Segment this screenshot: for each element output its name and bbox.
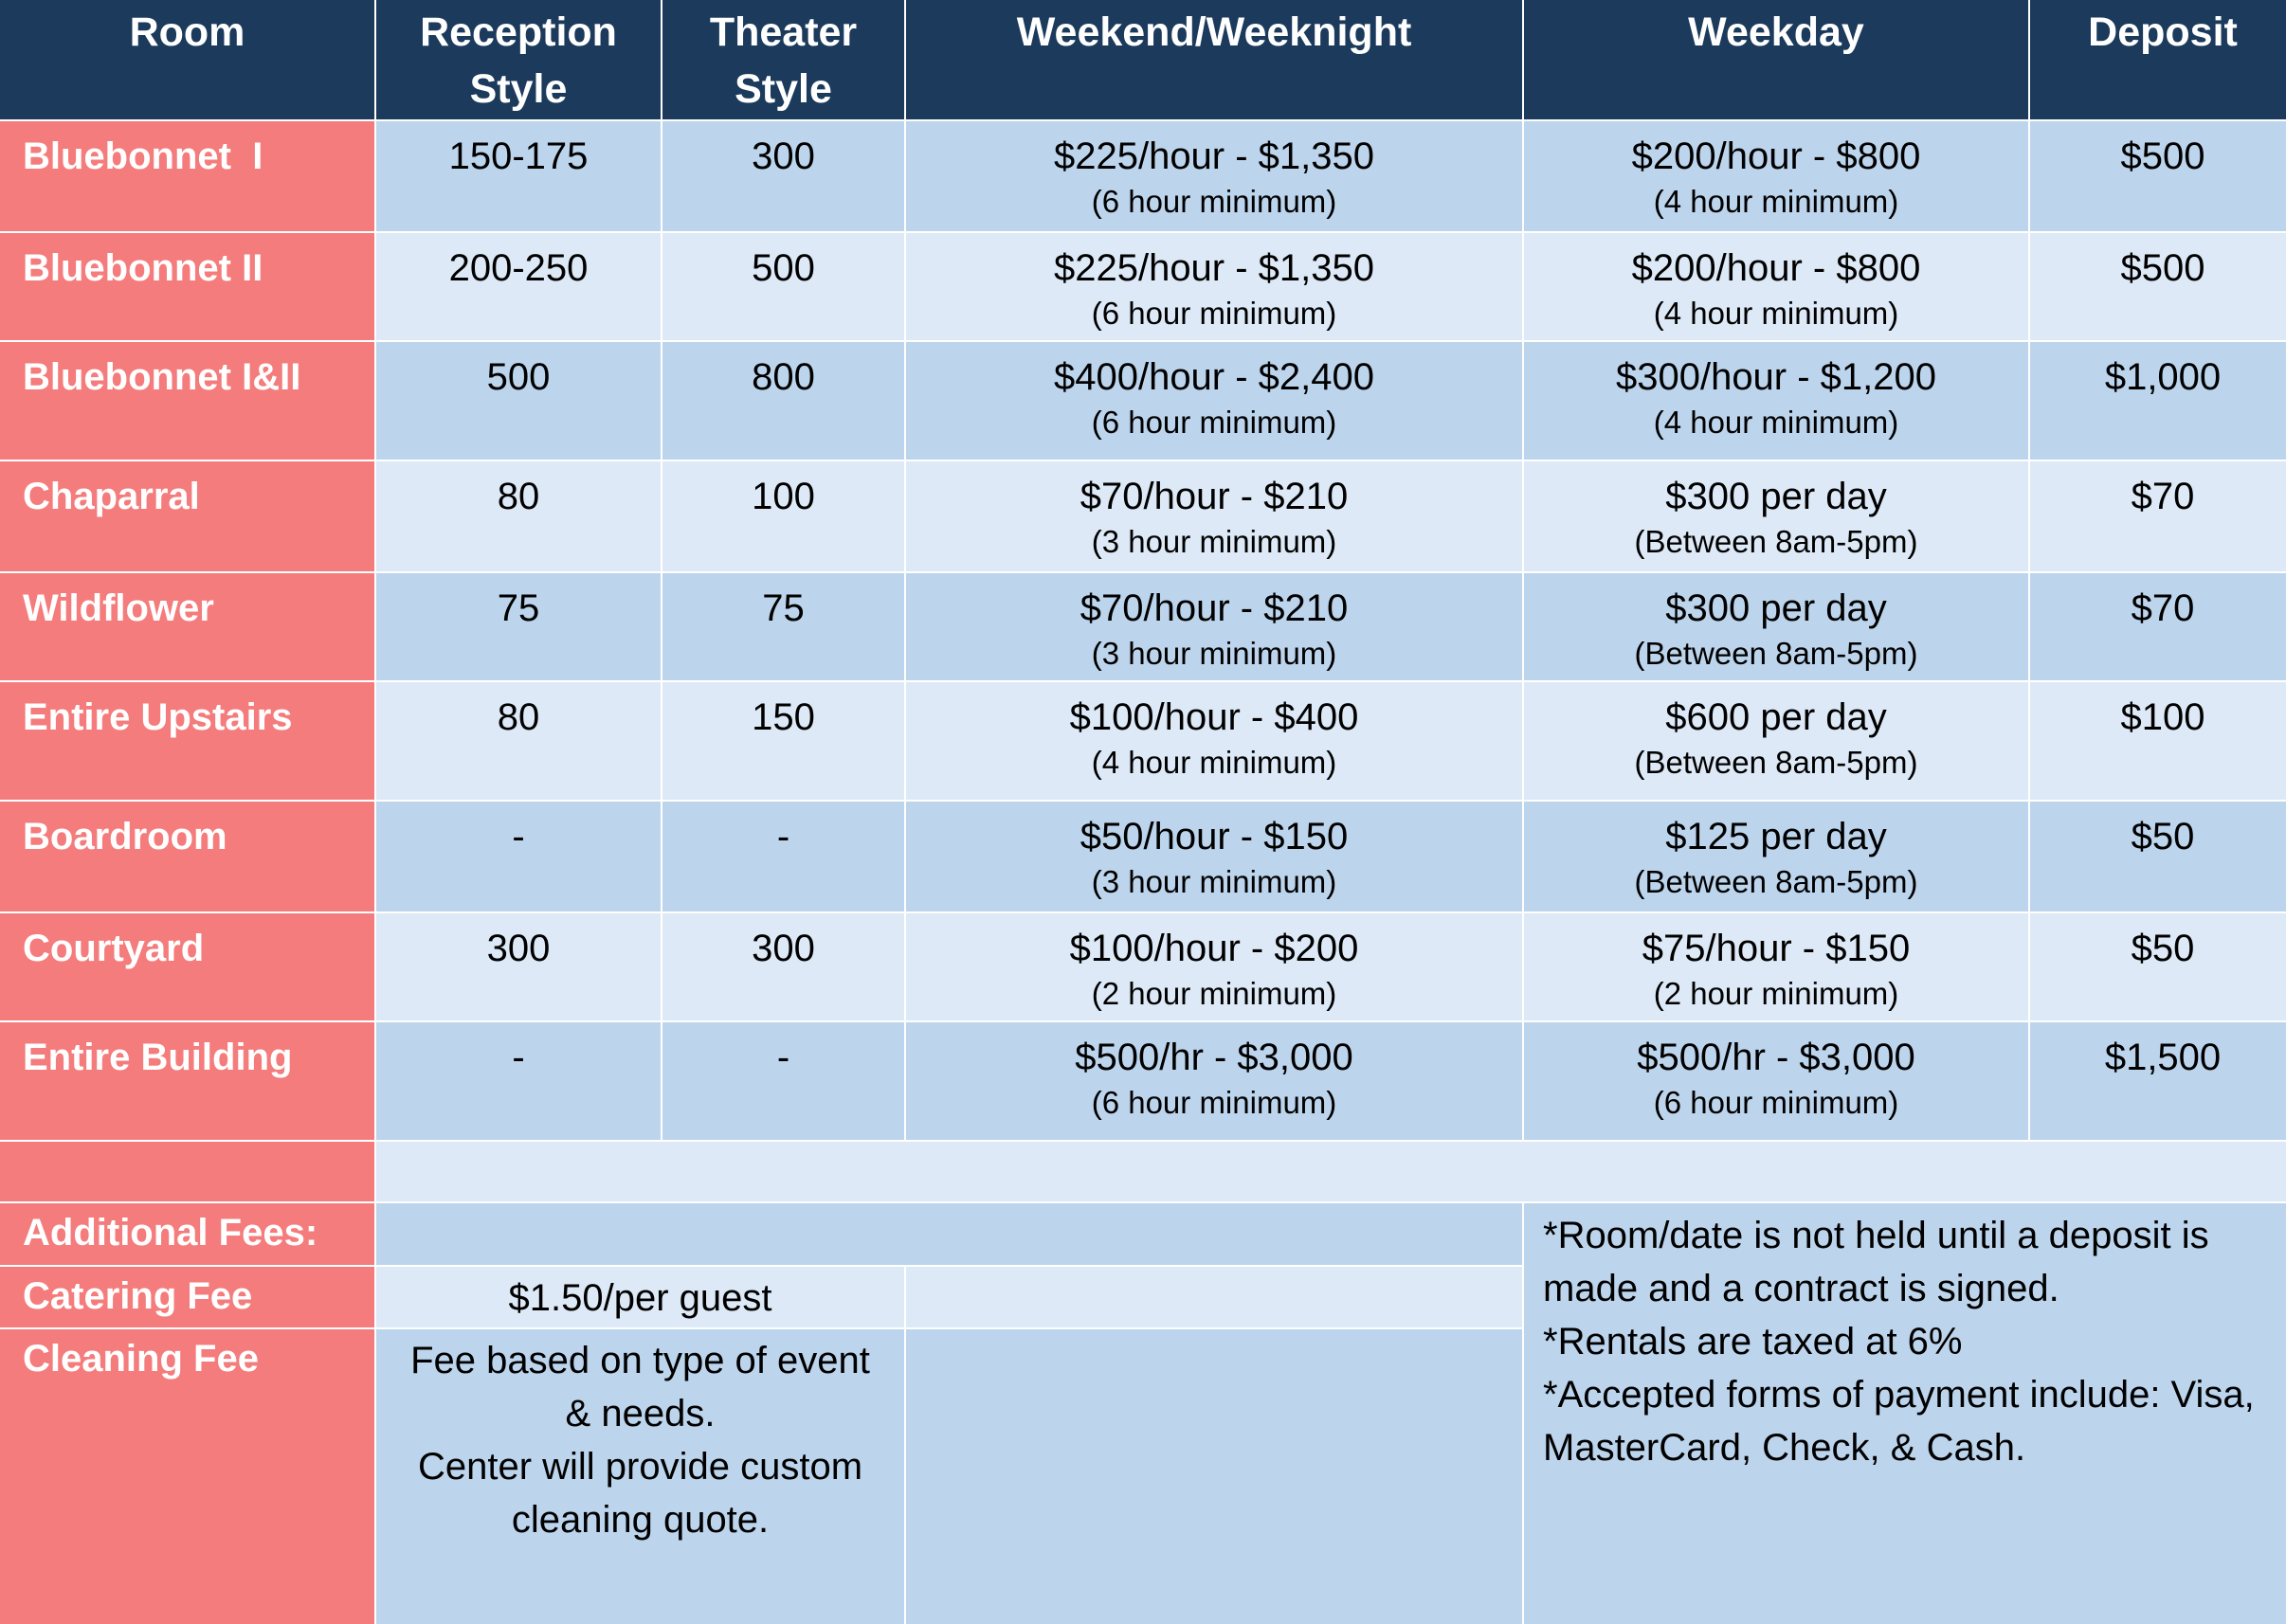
rate-note: (3 hour minimum) (1091, 864, 1337, 899)
weekday-rate (1524, 342, 2028, 460)
catering-fee-label: Catering Fee (0, 1267, 374, 1327)
rate-text: $300/hour - $1,200 (1615, 356, 1937, 398)
rate-note: (6 hour minimum) (1653, 1085, 1899, 1120)
rate-text: $125 per day (1665, 816, 1887, 857)
rate-text: $300 per day (1665, 587, 1887, 629)
reception-capacity: 75 (376, 573, 661, 680)
rate-text: $200/hour - $800 (1631, 247, 1921, 289)
rate-text: $500/hr - $3,000 (1637, 1037, 1915, 1078)
theater-capacity: 100 (662, 461, 904, 571)
rate-note: (6 hour minimum) (1091, 184, 1337, 219)
header-weekday: Weekday (1524, 0, 2028, 119)
rate-text: $70/hour - $210 (1080, 476, 1349, 517)
rate-text: $100/hour - $200 (1069, 928, 1359, 969)
room-name: Courtyard (0, 913, 374, 1020)
room-name: Bluebonnet II (0, 233, 374, 340)
note-payment: *Accepted forms of payment include: Visa, MasterCard, Check, & Cash. (1543, 1374, 2255, 1469)
cleaning-fee-label: Cleaning Fee (0, 1329, 374, 1624)
rate-text: $70/hour - $210 (1080, 587, 1349, 629)
reception-capacity: 200-250 (376, 233, 661, 340)
rate-note: (Between 8am-5pm) (1634, 636, 1918, 671)
catering-fee-value: $1.50/per guest (376, 1267, 904, 1327)
reception-capacity: - (376, 802, 661, 911)
note-deposit: *Room/date is not held until a deposit is made and a contract is signed. (1543, 1215, 2209, 1309)
reception-capacity: 80 (376, 682, 661, 800)
rate-note: (6 hour minimum) (1091, 296, 1337, 331)
weekday-rate (1524, 573, 2028, 680)
header-reception-style: Reception Style (376, 0, 661, 119)
deposit-amount: $500 (2030, 233, 2286, 340)
rate-note: (4 hour minimum) (1091, 745, 1337, 780)
rate-text: $300 per day (1665, 476, 1887, 517)
deposit-amount: $70 (2030, 573, 2286, 680)
theater-capacity: 300 (662, 913, 904, 1020)
rate-note: (3 hour minimum) (1091, 636, 1337, 671)
rate-note: (2 hour minimum) (1653, 976, 1899, 1011)
rate-note: (Between 8am-5pm) (1634, 864, 1918, 899)
reception-capacity: 500 (376, 342, 661, 460)
theater-capacity: 150 (662, 682, 904, 800)
theater-capacity: 800 (662, 342, 904, 460)
header-room: Room (0, 0, 374, 119)
weekend-rate (906, 461, 1522, 571)
weekend-rate (906, 233, 1522, 340)
rate-text: $500/hr - $3,000 (1075, 1037, 1353, 1078)
rate-text: $100/hour - $400 (1069, 696, 1359, 738)
room-name: Wildflower (0, 573, 374, 680)
weekday-rate (1524, 233, 2028, 340)
deposit-amount: $50 (2030, 802, 2286, 911)
rate-note: (Between 8am-5pm) (1634, 745, 1918, 780)
weekend-rate (906, 573, 1522, 680)
header-weekend-weeknight: Weekend/Weeknight (906, 0, 1522, 119)
header-deposit: Deposit (2030, 0, 2286, 119)
theater-capacity: 300 (662, 121, 904, 231)
deposit-amount: $1,500 (2030, 1022, 2286, 1140)
fees-blank-row (376, 1203, 1522, 1265)
weekend-rate (906, 913, 1522, 1020)
rental-notes (1524, 1203, 2286, 1624)
room-name: Entire Building (0, 1022, 374, 1140)
spacer-row (376, 1142, 2286, 1201)
cleaning-line: cleaning quote. (511, 1499, 770, 1541)
rate-note: (6 hour minimum) (1091, 1085, 1337, 1120)
rate-note: (2 hour minimum) (1091, 976, 1337, 1011)
weekday-rate (1524, 121, 2028, 231)
room-name: Chaparral (0, 461, 374, 571)
weekday-rate (1524, 461, 2028, 571)
header-theater-style: Theater Style (662, 0, 904, 119)
rate-text: $50/hour - $150 (1080, 816, 1349, 857)
weekend-rate (906, 342, 1522, 460)
reception-capacity: 300 (376, 913, 661, 1020)
deposit-amount: $50 (2030, 913, 2286, 1020)
weekday-rate (1524, 802, 2028, 911)
rate-text: $225/hour - $1,350 (1053, 247, 1375, 289)
weekday-rate (1524, 682, 2028, 800)
room-name: Entire Upstairs (0, 682, 374, 800)
catering-fee-blank (906, 1267, 1522, 1327)
cleaning-line: Center will provide custom (417, 1446, 863, 1488)
reception-capacity: - (376, 1022, 661, 1140)
spacer-cell (0, 1142, 374, 1201)
theater-capacity: 500 (662, 233, 904, 340)
cleaning-fee-blank (906, 1329, 1522, 1624)
cleaning-fee-value (376, 1329, 904, 1624)
rate-text: $225/hour - $1,350 (1053, 135, 1375, 177)
cleaning-line: & needs. (565, 1393, 716, 1435)
additional-fees-title: Additional Fees: (0, 1203, 374, 1265)
room-name: Bluebonnet I (0, 121, 374, 231)
theater-capacity: 75 (662, 573, 904, 680)
reception-capacity: 150-175 (376, 121, 661, 231)
room-name: Bluebonnet I&II (0, 342, 374, 460)
weekend-rate (906, 121, 1522, 231)
rate-note: (Between 8am-5pm) (1634, 524, 1918, 559)
room-name: Boardroom (0, 802, 374, 911)
rate-text: $400/hour - $2,400 (1053, 356, 1375, 398)
rate-text: $200/hour - $800 (1631, 135, 1921, 177)
rate-note: (3 hour minimum) (1091, 524, 1337, 559)
theater-capacity: - (662, 1022, 904, 1140)
note-tax: *Rentals are taxed at 6% (1543, 1321, 1963, 1362)
rate-text: $75/hour - $150 (1642, 928, 1911, 969)
weekend-rate (906, 682, 1522, 800)
weekday-rate (1524, 913, 2028, 1020)
weekend-rate (906, 802, 1522, 911)
deposit-amount: $1,000 (2030, 342, 2286, 460)
rate-note: (4 hour minimum) (1653, 296, 1899, 331)
rate-note: (6 hour minimum) (1091, 405, 1337, 440)
deposit-amount: $500 (2030, 121, 2286, 231)
reception-capacity: 80 (376, 461, 661, 571)
rate-note: (4 hour minimum) (1653, 184, 1899, 219)
deposit-amount: $100 (2030, 682, 2286, 800)
rate-note: (4 hour minimum) (1653, 405, 1899, 440)
rate-text: $600 per day (1665, 696, 1887, 738)
cleaning-line: Fee based on type of event (410, 1340, 870, 1381)
weekend-rate (906, 1022, 1522, 1140)
weekday-rate (1524, 1022, 2028, 1140)
deposit-amount: $70 (2030, 461, 2286, 571)
theater-capacity: - (662, 802, 904, 911)
